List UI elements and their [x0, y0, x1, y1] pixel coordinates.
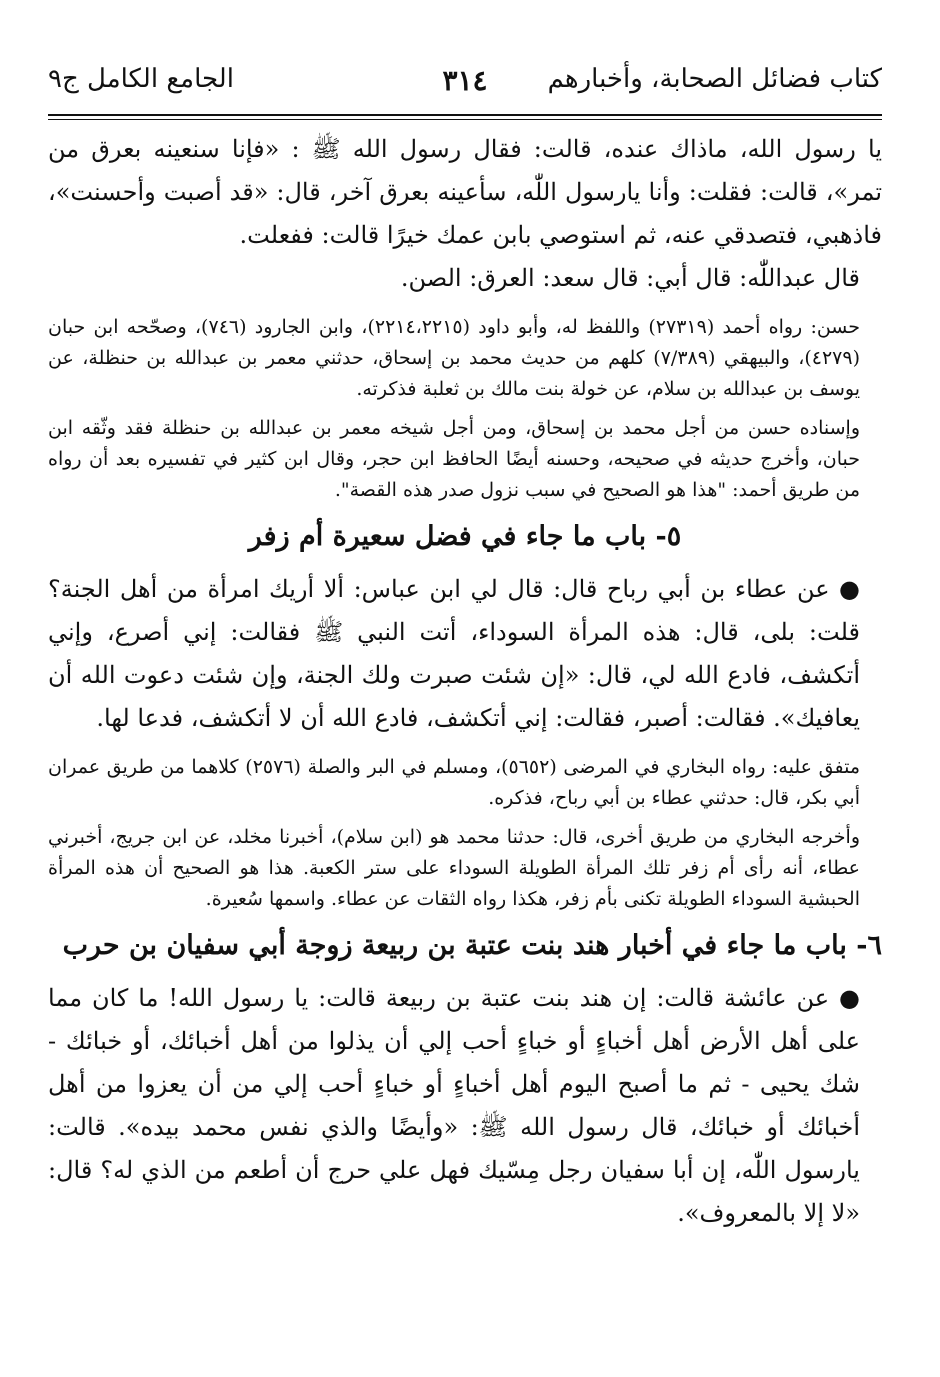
takhrij-note: حسن: رواه أحمد (٢٧٣١٩) واللفظ له، وأبو داود (٢٢١٤،٢٢١٥)، وابن الجارود (٧٤٦)، وصحّحه ابن حبان (٤٢٧٩)، والبيهقي (٧/٣٨٩) كلهم من حديث محمد بن إسحاق، حدثني معمر بن عبدالله بن حنظلة، عن يوسف بن عبدالله بن سلام، عن خولة بنت مالك بن ثعلبة فذكرته. [48, 316, 861, 400]
header-chapter-title: كتاب فضائل الصحابة، وأخبارهم [547, 64, 882, 94]
page-content [48, 128, 882, 1235]
hadith-aisha: ● عن عائشة قالت: إن هند بنت عتبة بن ربيعة قالت: يا رسول الله! ما كان مما على أهل الأرض أهل أخباءٍ أو خباءٍ أحب إلي أن يذلوا من أهل أخبائك، أو خبائك - شك يحيى - ثم ما أصبح اليوم أهل أخباءٍ أو خباءٍ أحب إلي من أن يعزوا من أهل أخبائك أو خبائك، قال رسول الله ﷺ: «وأيضًا والذي نفس محمد بيده». قالت: يارسول اللّٰه، إن أبا سفيان رجل مِسّيك فهل علي حرج أن أطعم من الذي له؟ قال: «لا إلا بالمعروف». [48, 984, 860, 1227]
narrator-comment: قال عبداللّٰه: قال أبي: قال سعد: العرق: الصن. [400, 264, 860, 292]
header-divider [48, 114, 882, 120]
takhrij-note-bukhari-muslim: متفق عليه: رواه البخاري في المرضى (٥٦٥٢)، ومسلم في البر والصلة (٢٥٧٦) كلاهما من طريق عمران أبي بكر، قال: حدثني عطاء بن أبي رباح، فذكره. [48, 756, 860, 809]
section-heading-5: ٥- باب ما جاء في فضل سعيرة أم زفر [248, 521, 682, 552]
header-volume-title: الجامع الكامل ج٩ [48, 64, 234, 94]
hadith-ata: ● عن عطاء بن أبي رباح قال: قال لي ابن عباس: ألا أريك امرأة من أهل الجنة؟ قلت: بلى، قال: هذه المرأة السوداء، أتت النبي ﷺ فقالت: إني أصرع، وإني أتكشف، فادع الله لي، قال: «إن شئت صبرت ولك الجنة، وإن شئت دعوت الله أن يعافيك». فقالت: أصبر، فقالت: إني أتكشف، فادع الله أن لا أتكشف، فدعا لها. [48, 575, 860, 732]
section-heading-6: ٦- باب ما جاء في أخبار هند بنت عتبة بن ربيعة زوجة أبي سفيان بن حرب [62, 930, 882, 961]
page-header [48, 60, 882, 104]
page-number: ٣١٤ [442, 64, 488, 97]
takhrij-note-bukhari-other: وأخرجه البخاري من طريق أخرى، قال: حدثنا محمد هو (ابن سلام)، أخبرنا مخلد، عن ابن جريج، أخبرني عطاء، أنه رأى أم زفر تلك المرأة الطويلة السوداء على ستر الكعبة. هذا هو الصحيح أن هذه المرأة الحبشية السوداء الطويلة تكنى بأم زفر، هكذا رواه الثقات عن عطاء. واسمها سُعيرة. [48, 826, 860, 910]
isnad-note: وإسناده حسن من أجل محمد بن إسحاق، ومن أجل شيخه معمر بن عبدالله بن حنظلة فقد وثّقه ابن حبان، وأخرج حديثه في صحيحه، وحسنه أيضًا الحافظ ابن حجر، وقال ابن كثير في تفسيره بعد أن رواه من طريق أحمد: "هذا هو الصحيح في سبب نزول صدر هذه القصة". [48, 417, 860, 501]
hadith-continuation: يا رسول الله، ماذاك عنده، قالت: فقال رسول الله ﷺ : «فإنا سنعينه بعرق من تمر»، قالت: فقلت: وأنا يارسول اللّٰه، سأعينه بعرق آخر، قال: «قد أصبت وأحسنت»، فاذهبي، فتصدقي عنه، ثم استوصي بابن عمك خيرًا قالت: ففعلت. [48, 135, 882, 249]
